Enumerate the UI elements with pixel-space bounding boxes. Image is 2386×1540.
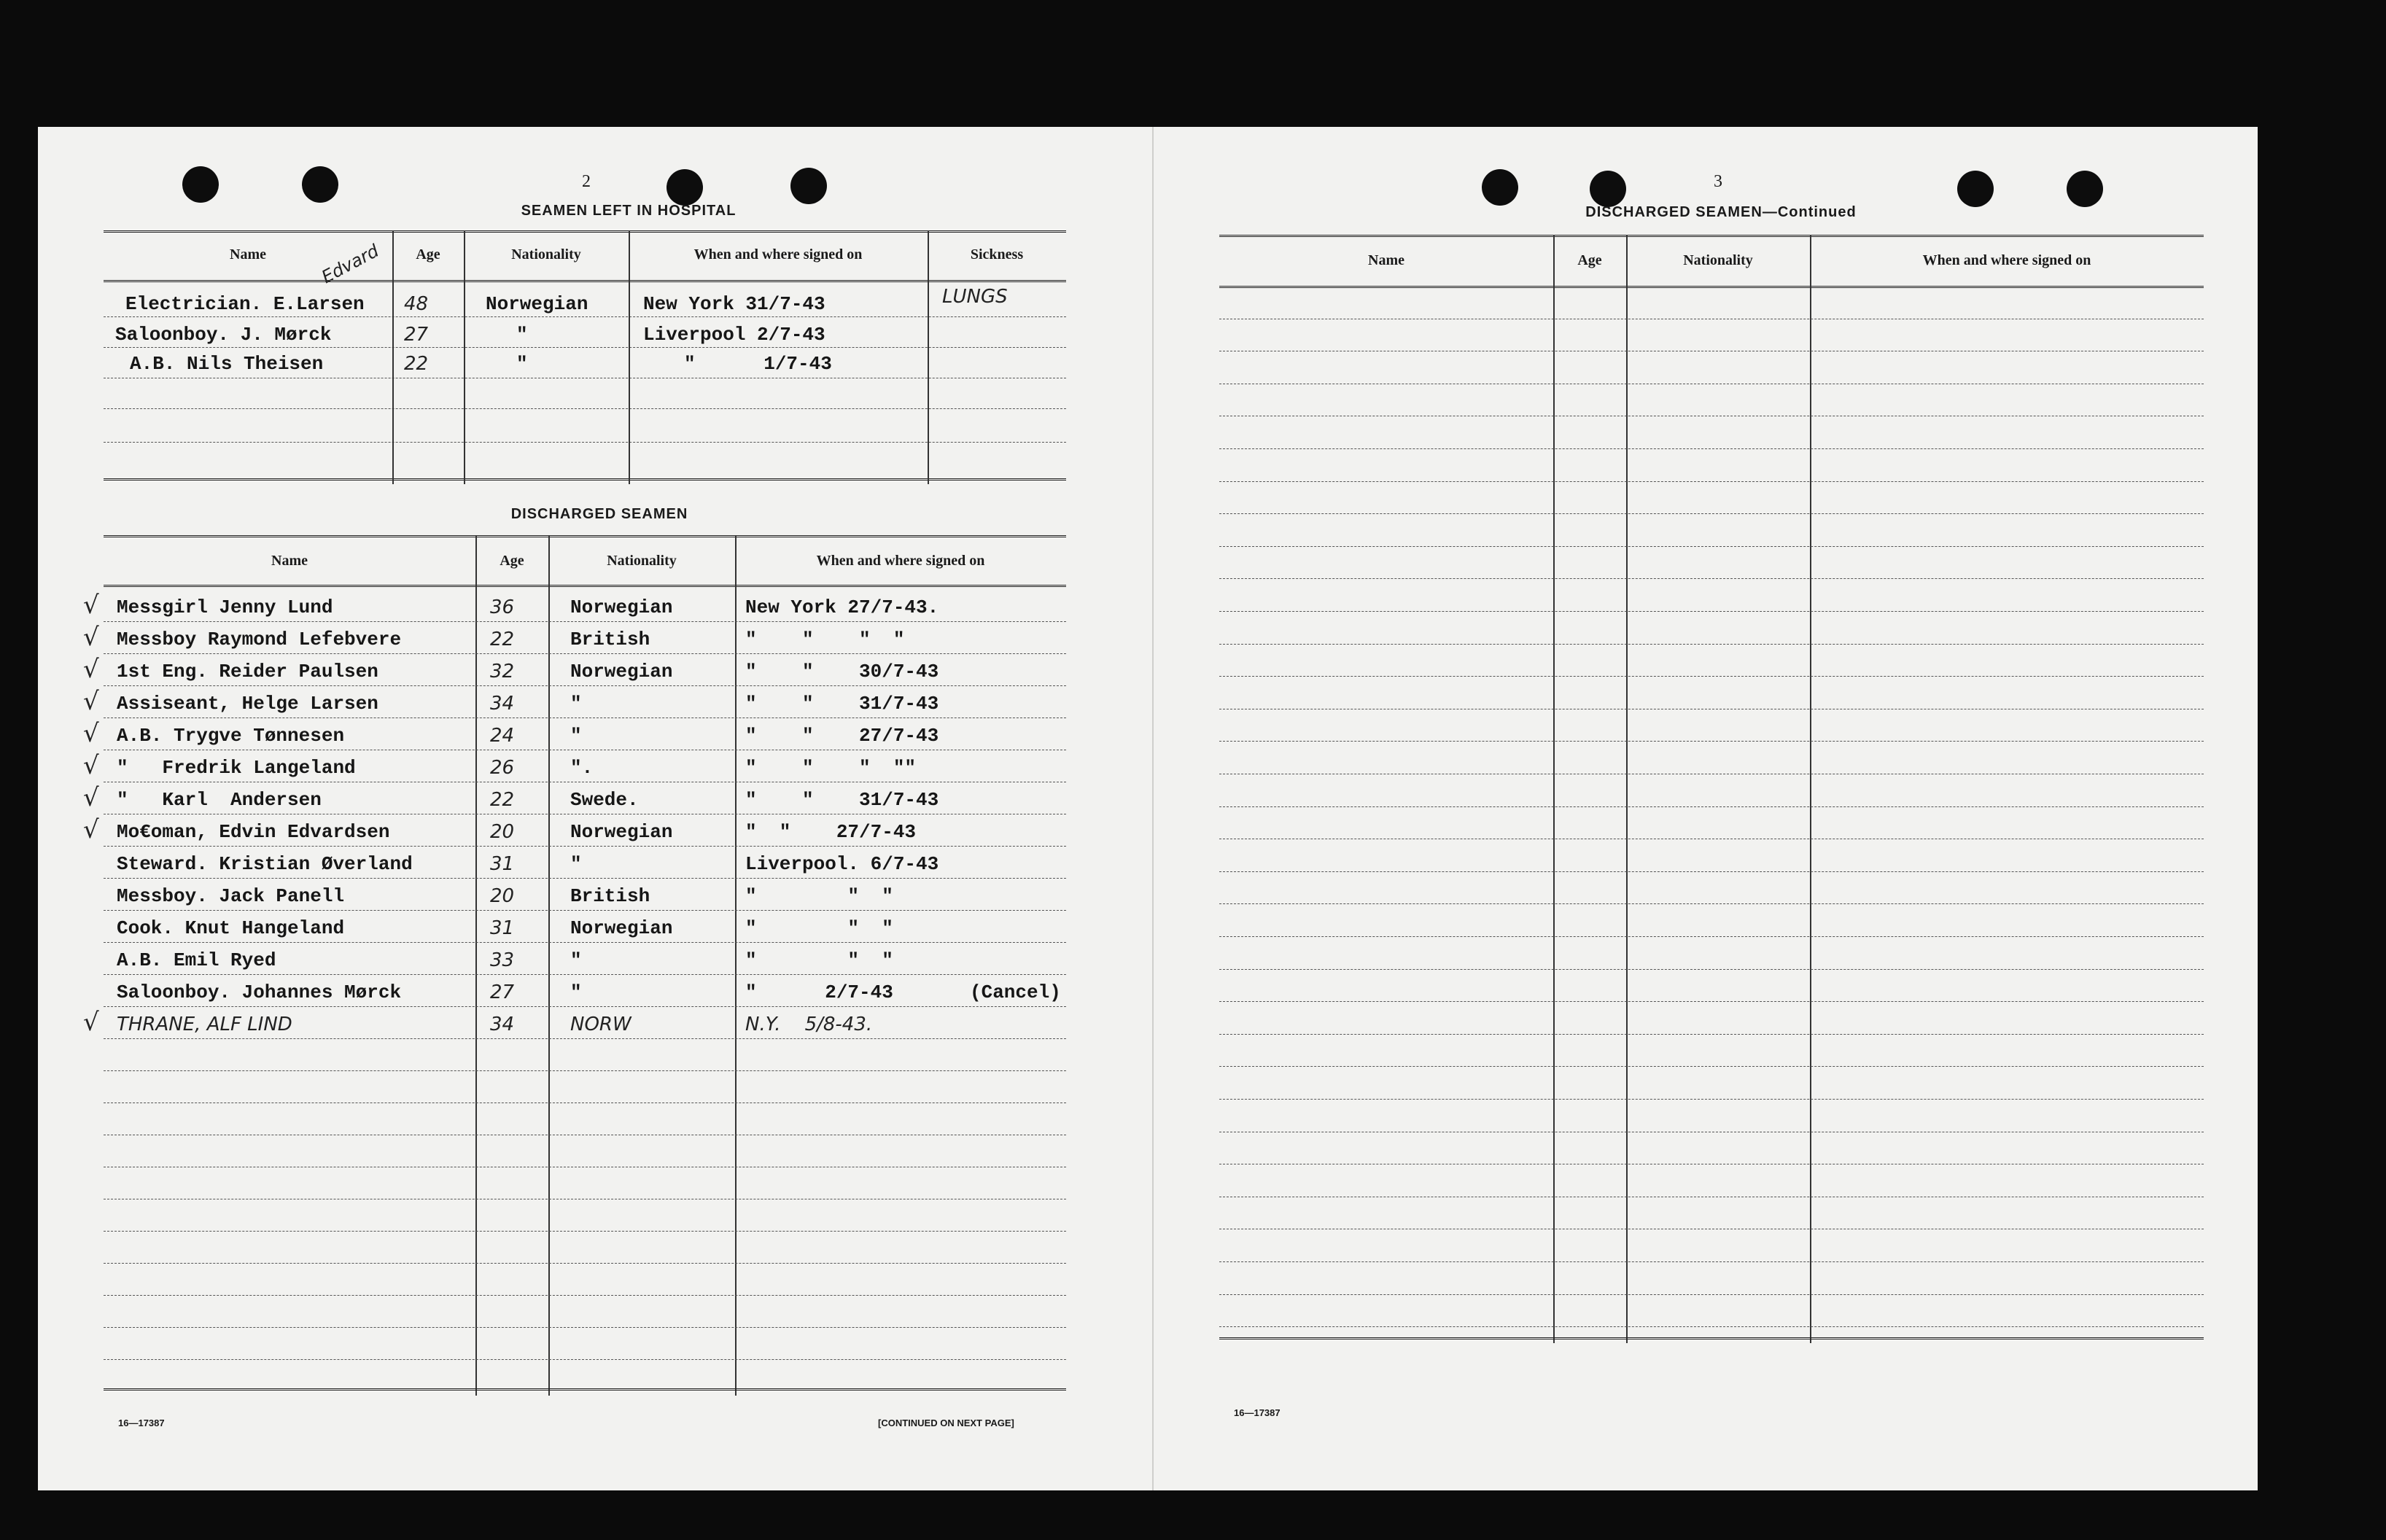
discharged-row-signed: " " 30/7-43 [745, 661, 939, 682]
hospital-row-signed: " 1/7-43 [684, 353, 832, 375]
document-sheet [38, 127, 2258, 1490]
discharged-row-signed: " " 27/7-43 [745, 821, 917, 843]
discharged-row-signed: " " 31/7-43 [745, 693, 939, 715]
col-header-age: Age [416, 246, 440, 262]
discharged-row-nationality: " [570, 725, 582, 747]
col-header-signed: When and where signed on [693, 246, 863, 262]
punch-hole [2067, 171, 2103, 207]
discharged-row-nationality: " [570, 981, 582, 1003]
discharged-row-age: 20 [490, 885, 515, 907]
hospital-row-nationality: Norwegian [486, 293, 588, 315]
discharged-row-age: 31 [490, 917, 515, 939]
hospital-row-name: Electrician. E.Larsen [125, 293, 365, 315]
check-mark-icon: √ [83, 623, 99, 652]
discharged-row-name: Messboy Raymond Lefebvere [117, 629, 402, 650]
discharged-row-signed: " " " [745, 885, 893, 907]
col-header-sickness: Sickness [970, 246, 1024, 262]
discharged-row-signed: New York 27/7-43. [745, 596, 939, 618]
discharged-row-age: 34 [490, 1014, 515, 1035]
discharged-row-signed: " " 31/7-43 [745, 789, 939, 811]
continued-section-title: DISCHARGED SEAMEN—Continued [1585, 204, 1857, 220]
discharged-row-nationality: Norwegian [570, 917, 673, 939]
discharged-row-nationality: Norwegian [570, 821, 673, 843]
discharged-row-note: (Cancel) [970, 981, 1061, 1003]
hospital-section-title: SEAMEN LEFT IN HOSPITAL [521, 203, 737, 219]
discharged-row-age: 26 [490, 757, 515, 779]
discharged-row-nationality: ". [570, 757, 594, 779]
col-header-nationality: Nationality [511, 246, 581, 262]
punch-hole [182, 166, 219, 203]
punch-hole [790, 168, 827, 204]
hospital-row-name: Saloonboy. J. Mørck [115, 324, 332, 346]
left-page [38, 127, 1146, 1490]
discharged-row-age: 33 [490, 949, 515, 971]
check-mark-icon: √ [83, 783, 99, 812]
discharged-row-name: Mo€oman, Edvin Edvardsen [117, 821, 390, 843]
hospital-row-name: A.B. Nils Theisen [130, 353, 324, 375]
check-mark-icon: √ [83, 1008, 99, 1037]
discharged-row-age: 32 [490, 661, 515, 682]
discharged-row-signed: Liverpool. 6/7-43 [745, 853, 939, 875]
col-header-signed: When and where signed on [1922, 252, 2091, 268]
hospital-row-age: 22 [404, 353, 429, 375]
hospital-row-sickness: LUNGS [942, 286, 1008, 308]
check-mark-icon: √ [83, 815, 99, 844]
hospital-row-signed: Liverpool 2/7-43 [643, 324, 825, 346]
discharged-row-signed: " " " " [745, 629, 905, 650]
hospital-table [104, 230, 1066, 484]
discharged-row-name: Steward. Kristian Øverland [117, 853, 413, 875]
discharged-row-nationality: NORW [570, 1014, 632, 1035]
discharged-table [83, 535, 1066, 1396]
discharged-section-title: DISCHARGED SEAMEN [510, 506, 688, 522]
punch-hole [1590, 171, 1626, 207]
discharged-row-nationality: Norwegian [570, 661, 673, 682]
discharged-row-name: Assiseant, Helge Larsen [117, 693, 378, 715]
discharged-row-signed: N.Y. 5/8-43. [745, 1014, 873, 1035]
check-mark-icon: √ [83, 687, 99, 716]
punch-hole [1957, 171, 1994, 207]
check-mark-icon: √ [83, 591, 99, 620]
discharged-row-age: 24 [490, 725, 515, 747]
discharged-row-name: " Karl Andersen [117, 789, 322, 811]
discharged-row-nationality: " [570, 853, 582, 875]
check-mark-icon: √ [83, 655, 99, 684]
discharged-row-nationality: " [570, 693, 582, 715]
discharged-row-age: 27 [490, 981, 515, 1003]
discharged-row-name: " Fredrik Langeland [117, 757, 356, 779]
discharged-row-nationality: British [570, 885, 650, 907]
handwritten-annotation: Edvard [318, 240, 383, 288]
hospital-row-signed: New York 31/7-43 [643, 293, 825, 315]
discharged-row-name: Messgirl Jenny Lund [117, 596, 333, 618]
punch-hole [302, 166, 338, 203]
check-mark-icon: √ [83, 719, 99, 748]
punch-hole [1482, 169, 1518, 206]
discharged-row-signed: " " " [745, 917, 893, 939]
discharged-row-nationality: Norwegian [570, 596, 673, 618]
continued-note: [CONTINUED ON NEXT PAGE] [878, 1418, 1014, 1428]
discharged-row-name: THRANE, ALF LIND [117, 1014, 292, 1035]
discharged-row-signed: " " " "" [745, 757, 917, 779]
col-header-age: Age [500, 553, 524, 569]
hospital-row-age: 27 [404, 324, 429, 346]
form-number: 16—17387 [1234, 1407, 1281, 1418]
discharged-row-name: A.B. Emil Ryed [117, 949, 276, 971]
hospital-row-nationality: " [516, 324, 528, 346]
discharged-row-name: Saloonboy. Johannes Mørck [117, 981, 402, 1003]
form-number: 16—17387 [118, 1418, 165, 1428]
discharged-row-age: 31 [490, 853, 515, 875]
col-header-age: Age [1577, 252, 1602, 268]
col-header-signed: When and where signed on [816, 553, 985, 569]
punch-hole [667, 169, 703, 206]
discharged-row-signed: " " " [745, 949, 893, 971]
col-header-nationality: Nationality [607, 553, 677, 569]
hospital-row-age: 48 [404, 293, 429, 315]
discharged-row-name: Messboy. Jack Panell [117, 885, 345, 907]
page-number: 3 [1714, 172, 1722, 191]
right-page [1161, 127, 2258, 1490]
col-header-nationality: Nationality [1683, 252, 1753, 268]
discharged-row-age: 34 [490, 693, 515, 715]
continued-table [1219, 235, 2204, 1343]
page-number: 2 [582, 172, 591, 191]
col-header-name: Name [230, 246, 266, 262]
discharged-row-name: Cook. Knut Hangeland [117, 917, 345, 939]
discharged-row-nationality: " [570, 949, 582, 971]
discharged-row-signed: " " 27/7-43 [745, 725, 939, 747]
discharged-row-nationality: Swede. [570, 789, 639, 811]
discharged-row-name: A.B. Trygve Tønnesen [117, 725, 345, 747]
discharged-row-age: 20 [490, 821, 515, 843]
page-fold [1152, 127, 1154, 1490]
discharged-row-age: 36 [490, 596, 515, 618]
check-mark-icon: √ [83, 751, 99, 780]
discharged-row-age: 22 [490, 789, 515, 811]
discharged-row-name: 1st Eng. Reider Paulsen [117, 661, 378, 682]
discharged-row-age: 22 [490, 629, 515, 650]
discharged-row-signed: " 2/7-43 [745, 981, 893, 1003]
discharged-row-nationality: British [570, 629, 650, 650]
col-header-name: Name [271, 553, 308, 569]
hospital-row-nationality: " [516, 353, 528, 375]
col-header-name: Name [1368, 252, 1404, 268]
